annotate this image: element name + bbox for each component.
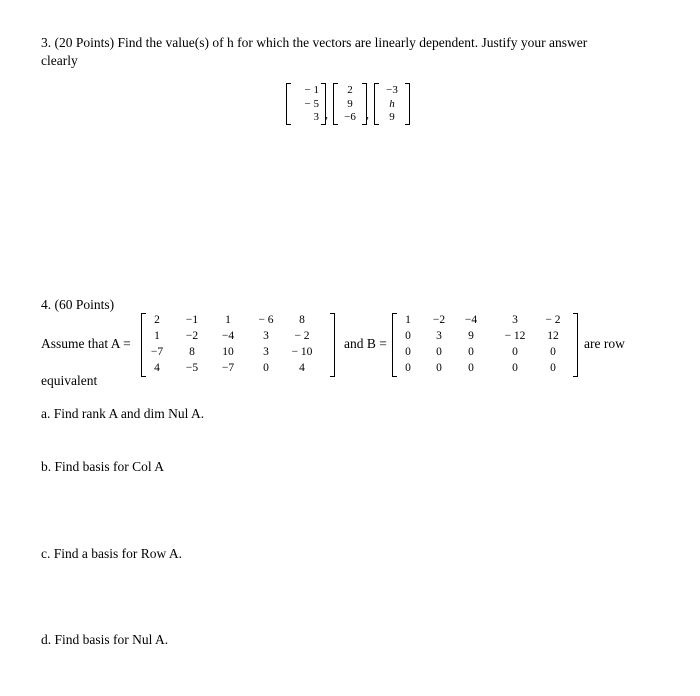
are-row-label: are row: [584, 336, 625, 351]
vector-3-entry-1: −3: [386, 84, 398, 96]
and-b-label: and B =: [344, 336, 387, 351]
matrix-b-cell-r2-c3: 9: [468, 330, 474, 342]
matrix-b-cell-r1-c2: −2: [432, 314, 446, 326]
vector-1-entry-1: − 1: [304, 84, 319, 96]
problem-3-line-1: 3. (20 Points) Find the value(s) of h for which the vectors are linearly dependent. Justify your answer: [41, 35, 588, 50]
matrix-a-cell-r1-c4: − 6: [258, 314, 274, 326]
matrix-a-cell-r1-c3: 1: [225, 314, 231, 326]
matrix-b-cell-r2-c5: 12: [547, 330, 559, 342]
part-b: b. Find basis for Col A: [41, 459, 165, 474]
vector-3: [374, 83, 410, 125]
matrix-a-cell-r4-c5: 4: [299, 362, 305, 374]
matrix-b-cell-r3-c5: 0: [550, 346, 556, 358]
vector-1-entry-2: − 5: [304, 97, 319, 110]
comma-1: ,: [325, 107, 328, 121]
matrix-b-cell-r4-c5: 0: [550, 362, 556, 374]
vector-2: [333, 83, 367, 125]
matrix-a-cell-r2-c1: 1: [154, 330, 160, 342]
vector-1: [286, 83, 326, 125]
matrix-b-cell-r3-c3: 0: [468, 346, 474, 358]
matrix-b-cell-r4-c3: 0: [468, 362, 474, 374]
matrix-a-cell-r4-c2: −5: [185, 362, 199, 374]
matrix-a-cell-r3-c5: − 10: [291, 346, 313, 358]
matrix-a-cell-r2-c5: − 2: [294, 330, 310, 342]
vector-1-entry-3: 3: [313, 111, 319, 123]
matrix-a-cell-r1-c1: 2: [154, 314, 160, 326]
part-c: c. Find a basis for Row A.: [41, 546, 182, 561]
matrix-a-cell-r4-c3: −7: [221, 362, 235, 374]
vector-2-entry-2: 9: [347, 97, 353, 110]
vector-3-entry-2: h: [389, 97, 395, 110]
matrix-b-cell-r4-c4: 0: [512, 362, 518, 374]
comma-2: ,: [366, 107, 369, 121]
matrix-a-cell-r2-c2: −2: [185, 330, 199, 342]
matrix-b-cell-r3-c1: 0: [405, 346, 411, 358]
vector-3-entry-3: 9: [389, 111, 395, 123]
equivalent-label: equivalent: [41, 373, 98, 388]
matrix-b-cell-r1-c4: 3: [512, 314, 518, 326]
matrix-a-cell-r1-c2: −1: [185, 314, 199, 326]
matrix-b-cell-r3-c2: 0: [436, 346, 442, 358]
matrix-b-cell-r2-c4: − 12: [504, 330, 526, 342]
matrix-a-cell-r3-c2: 8: [189, 346, 195, 358]
matrix-b: [392, 313, 578, 377]
part-a: a. Find rank A and dim Nul A.: [41, 406, 205, 421]
matrix-a-cell-r3-c3: 10: [222, 346, 234, 358]
vector-2-entry-3: −6: [344, 111, 356, 123]
matrix-b-cell-r2-c2: 3: [436, 330, 442, 342]
matrix-b-cell-r3-c4: 0: [512, 346, 518, 358]
part-d: d. Find basis for Nul A.: [41, 632, 169, 647]
matrix-a-cell-r4-c4: 0: [263, 362, 269, 374]
matrix-a-cell-r2-c3: −4: [221, 330, 235, 342]
matrix-b-cell-r4-c1: 0: [405, 362, 411, 374]
matrix-a-cell-r2-c4: 3: [263, 330, 269, 342]
matrix-b-cell-r1-c3: −4: [464, 314, 478, 326]
matrix-a-cell-r4-c1: 4: [154, 362, 160, 374]
problem-3-line-2: clearly: [41, 53, 78, 68]
matrix-b-cell-r2-c1: 0: [405, 330, 411, 342]
assume-prefix: Assume that A =: [41, 336, 131, 351]
matrix-a-cell-r1-c5: 8: [299, 314, 305, 326]
matrix-b-cell-r4-c2: 0: [436, 362, 442, 374]
matrix-a-cell-r3-c4: 3: [263, 346, 269, 358]
vector-2-entry-1: 2: [347, 84, 353, 96]
matrix-a-cell-r3-c1: −7: [150, 346, 164, 358]
matrix-a: [141, 313, 335, 377]
matrix-b-cell-r1-c1: 1: [405, 314, 411, 326]
problem-4-heading: 4. (60 Points): [41, 297, 115, 312]
matrix-b-cell-r1-c5: − 2: [545, 314, 561, 326]
